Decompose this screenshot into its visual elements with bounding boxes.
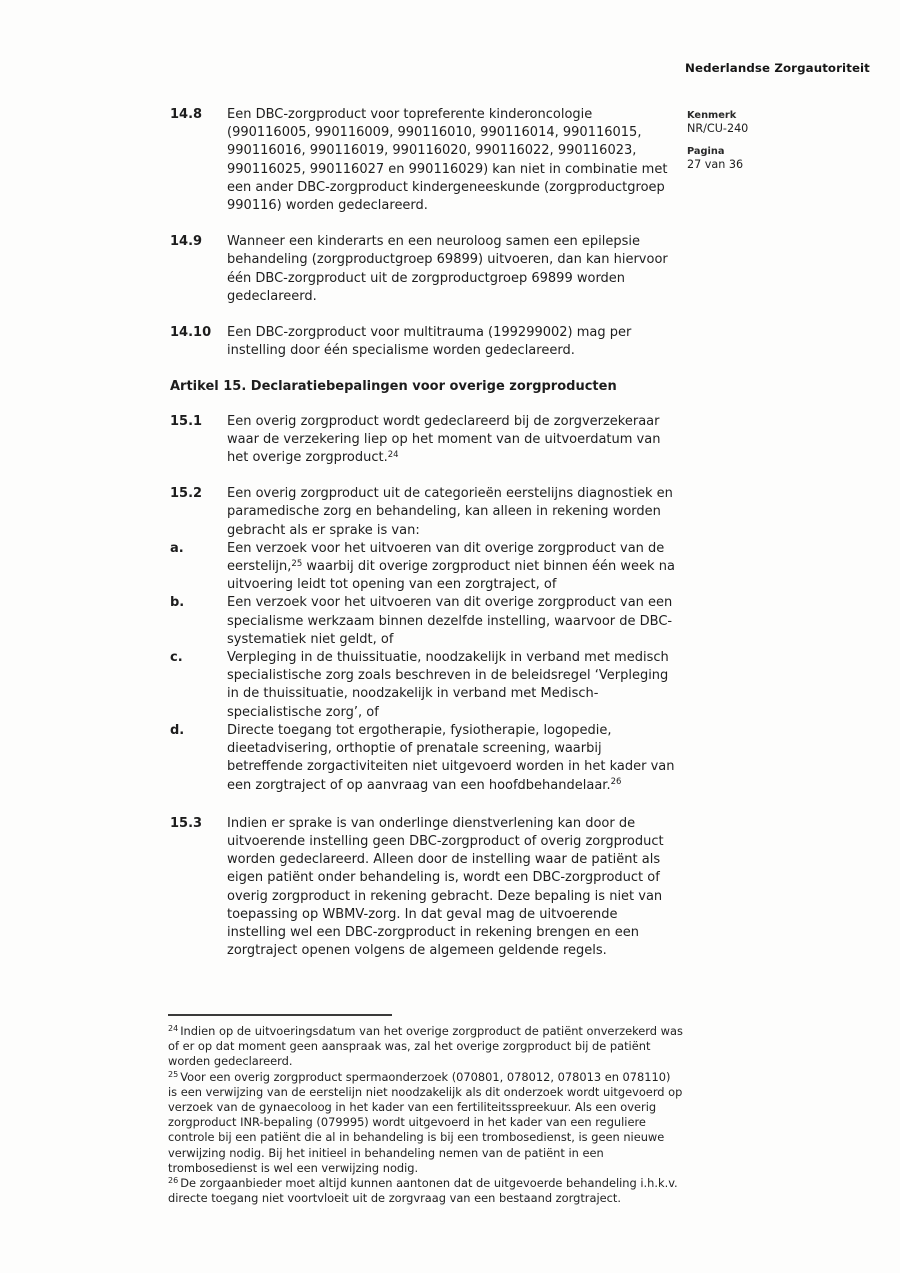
section-14-10	[170, 324, 678, 360]
list-item-text	[227, 722, 677, 795]
list-item-letter: b.	[170, 595, 185, 611]
footnotes-section	[168, 1014, 683, 1206]
section-number: 15.3	[170, 815, 203, 831]
list-item-c	[170, 649, 678, 722]
section-number: 14.10	[170, 325, 212, 341]
section-number: 14.8	[170, 107, 203, 122]
article-15-heading: Artikel 15. Declaratiebepalingen voor overige zorgproducten	[170, 379, 617, 395]
section-text: Indien er sprake is van onderlinge dienstverlening kan door de uitvoerende instelling geen DBC-zorgproduct of overig zorgproduct worden gedeclareerd. Alleen door de instelling waar de patiënt als eigen patiënt onder behandeling is, wordt een DBC-zorgproduct of overig zorgproduct in rekening gebracht. Deze bepaling is niet van toepassing op WBMV-zorg. In dat geval mag de uitvoerende instelling wel een DBC-zorgproduct in rekening brengen en een zorgtraject openen volgens de algemeen geldende regels.	[227, 815, 664, 959]
section-number: 15.1	[170, 413, 203, 429]
list-item-a	[170, 540, 678, 595]
document-meta	[687, 110, 748, 182]
footnote-text: De zorgaanbieder moet altijd kunnen aantonen dat de uitgevoerde behandeling i.h.k.v. directe toegang niet voortvloeit uit de zorgvraag van een bestaand zorgtraject.	[168, 1176, 678, 1206]
kenmerk-label: Kenmerk	[687, 110, 737, 121]
footnote-divider	[168, 1014, 392, 1016]
footnote-ref-26: 26	[610, 777, 622, 787]
footnote-25	[168, 1070, 683, 1176]
list-item-letter: a.	[170, 540, 184, 556]
org-name: Nederlandse Zorgautoriteit	[685, 61, 870, 75]
section-text	[227, 413, 677, 468]
footnote-ref-24: 24	[387, 449, 399, 460]
pagina-label: Pagina	[687, 146, 725, 157]
page-indicator: 27 van 36	[687, 158, 744, 171]
footnote-24	[168, 1024, 683, 1070]
footnote-marker: 26	[168, 1176, 179, 1186]
list-item-text-after: waarbij dit overige zorgproduct niet binnen één week na uitvoering leidt tot opening van een zorgtraject, of	[227, 559, 675, 593]
footnote-marker: 25	[168, 1069, 179, 1079]
section-15-2	[170, 485, 678, 540]
section-number: 14.9	[170, 234, 203, 250]
list-item-text: Een verzoek voor het uitvoeren van dit overige zorgproduct van een specialisme werkzaam binnen dezelfde instelling, waarvoor de DBC-systematiek niet geldt, of	[227, 595, 673, 647]
section-text: Een DBC-zorgproduct voor topreferente kinderoncologie (990116005, 990116009, 990116010, 990116014, 990116015, 990116016, 990116019, 990116020, 990116022, 990116023, 990116025, 990116027 en 990116029) kan niet in combinatie met een ander DBC-zorgproduct kindergeneeskunde (zorgproductgroep 990116) worden gedeclareerd.	[227, 107, 668, 214]
section-14-8	[170, 106, 678, 215]
list-item-letter: d.	[170, 722, 185, 738]
footnote-ref-25: 25	[291, 558, 303, 569]
section-number: 15.2	[170, 486, 203, 502]
list-item-text-before: Een verzoek voor het uitvoeren van dit overige zorgproduct van de eerstelijn,	[227, 540, 665, 575]
section-text: Wanneer een kinderarts en een neuroloog samen een epilepsie behandeling (zorgproductgroep 69899) uitvoeren, dan kan hiervoor één DBC-zorgproduct uit de zorgproductgroep 69899 worden gedeclareerd.	[227, 234, 668, 304]
footnote-text: Indien op de uitvoeringsdatum van het overige zorgproduct de patiënt onverzekerd was of er op dat moment geen aanspraak was, zal het overige zorgproduct bij de patiënt worden gedeclareerd.	[168, 1024, 683, 1069]
kenmerk-value: NR/CU-240	[687, 122, 749, 135]
list-item-text: Verpleging in de thuissituatie, noodzakelijk in verband met medisch specialistische zorg zoals beschreven in de beleidsregel ‘Verpleging in de thuissituatie, noodzakelijk in verband met Medisch-specialistische zorg’, of	[227, 650, 669, 720]
section-text-body: Een overig zorgproduct wordt gedeclareerd bij de zorgverzekeraar waar de verzekering liep op het moment van de uitvoerdatum van het overige zorgproduct.	[227, 413, 661, 466]
list-item-b	[170, 594, 678, 649]
section-text: Een DBC-zorgproduct voor multitrauma (199299002) mag per instelling door één specialisme worden gedeclareerd.	[227, 325, 632, 359]
list-item-d	[170, 722, 678, 795]
footnote-marker: 24	[168, 1024, 179, 1033]
section-15-1	[170, 413, 678, 468]
list-item-text-before: Directe toegang tot ergotherapie, fysiotherapie, logopedie, dieetadvisering, orthoptie of prenatale screening, waarbij betreffende zorgactiviteiten niet uitgevoerd worden in het kader van een zorgtraject of op aanvraag van een hoofdbehandelaar.	[227, 722, 675, 793]
footnote-text: Voor een overig zorgproduct spermaonderzoek (070801, 078012, 078013 en 078110) is een verwijzing van de eerstelijn niet noodzakelijk als dit onderzoek wordt uitgevoerd op verzoek van de gynaecoloog in het kader van een fertiliteitsspreekuur. Als een overig zorgproduct INR-bepaling (079995) wordt uitgevoerd in het kader van een reguliere controle bij een patiënt die al in behandeling is bij een trombosedienst, is geen nieuwe verwijzing nodig. Bij het initieel in behandeling nemen van de patiënt in een trombosedienst is wel een verwijzing nodig.	[168, 1069, 683, 1175]
section-text: Een overig zorgproduct uit de categorieën eerstelijns diagnostiek en paramedische zorg en behandeling, kan alleen in rekening worden gebracht als er sprake is van:	[227, 486, 673, 538]
list-item-letter: c.	[170, 650, 183, 666]
section-14-9	[170, 233, 678, 306]
list-item-text	[227, 540, 677, 595]
footnote-26	[168, 1176, 683, 1206]
document-body	[170, 106, 678, 978]
section-15-3	[170, 815, 678, 961]
